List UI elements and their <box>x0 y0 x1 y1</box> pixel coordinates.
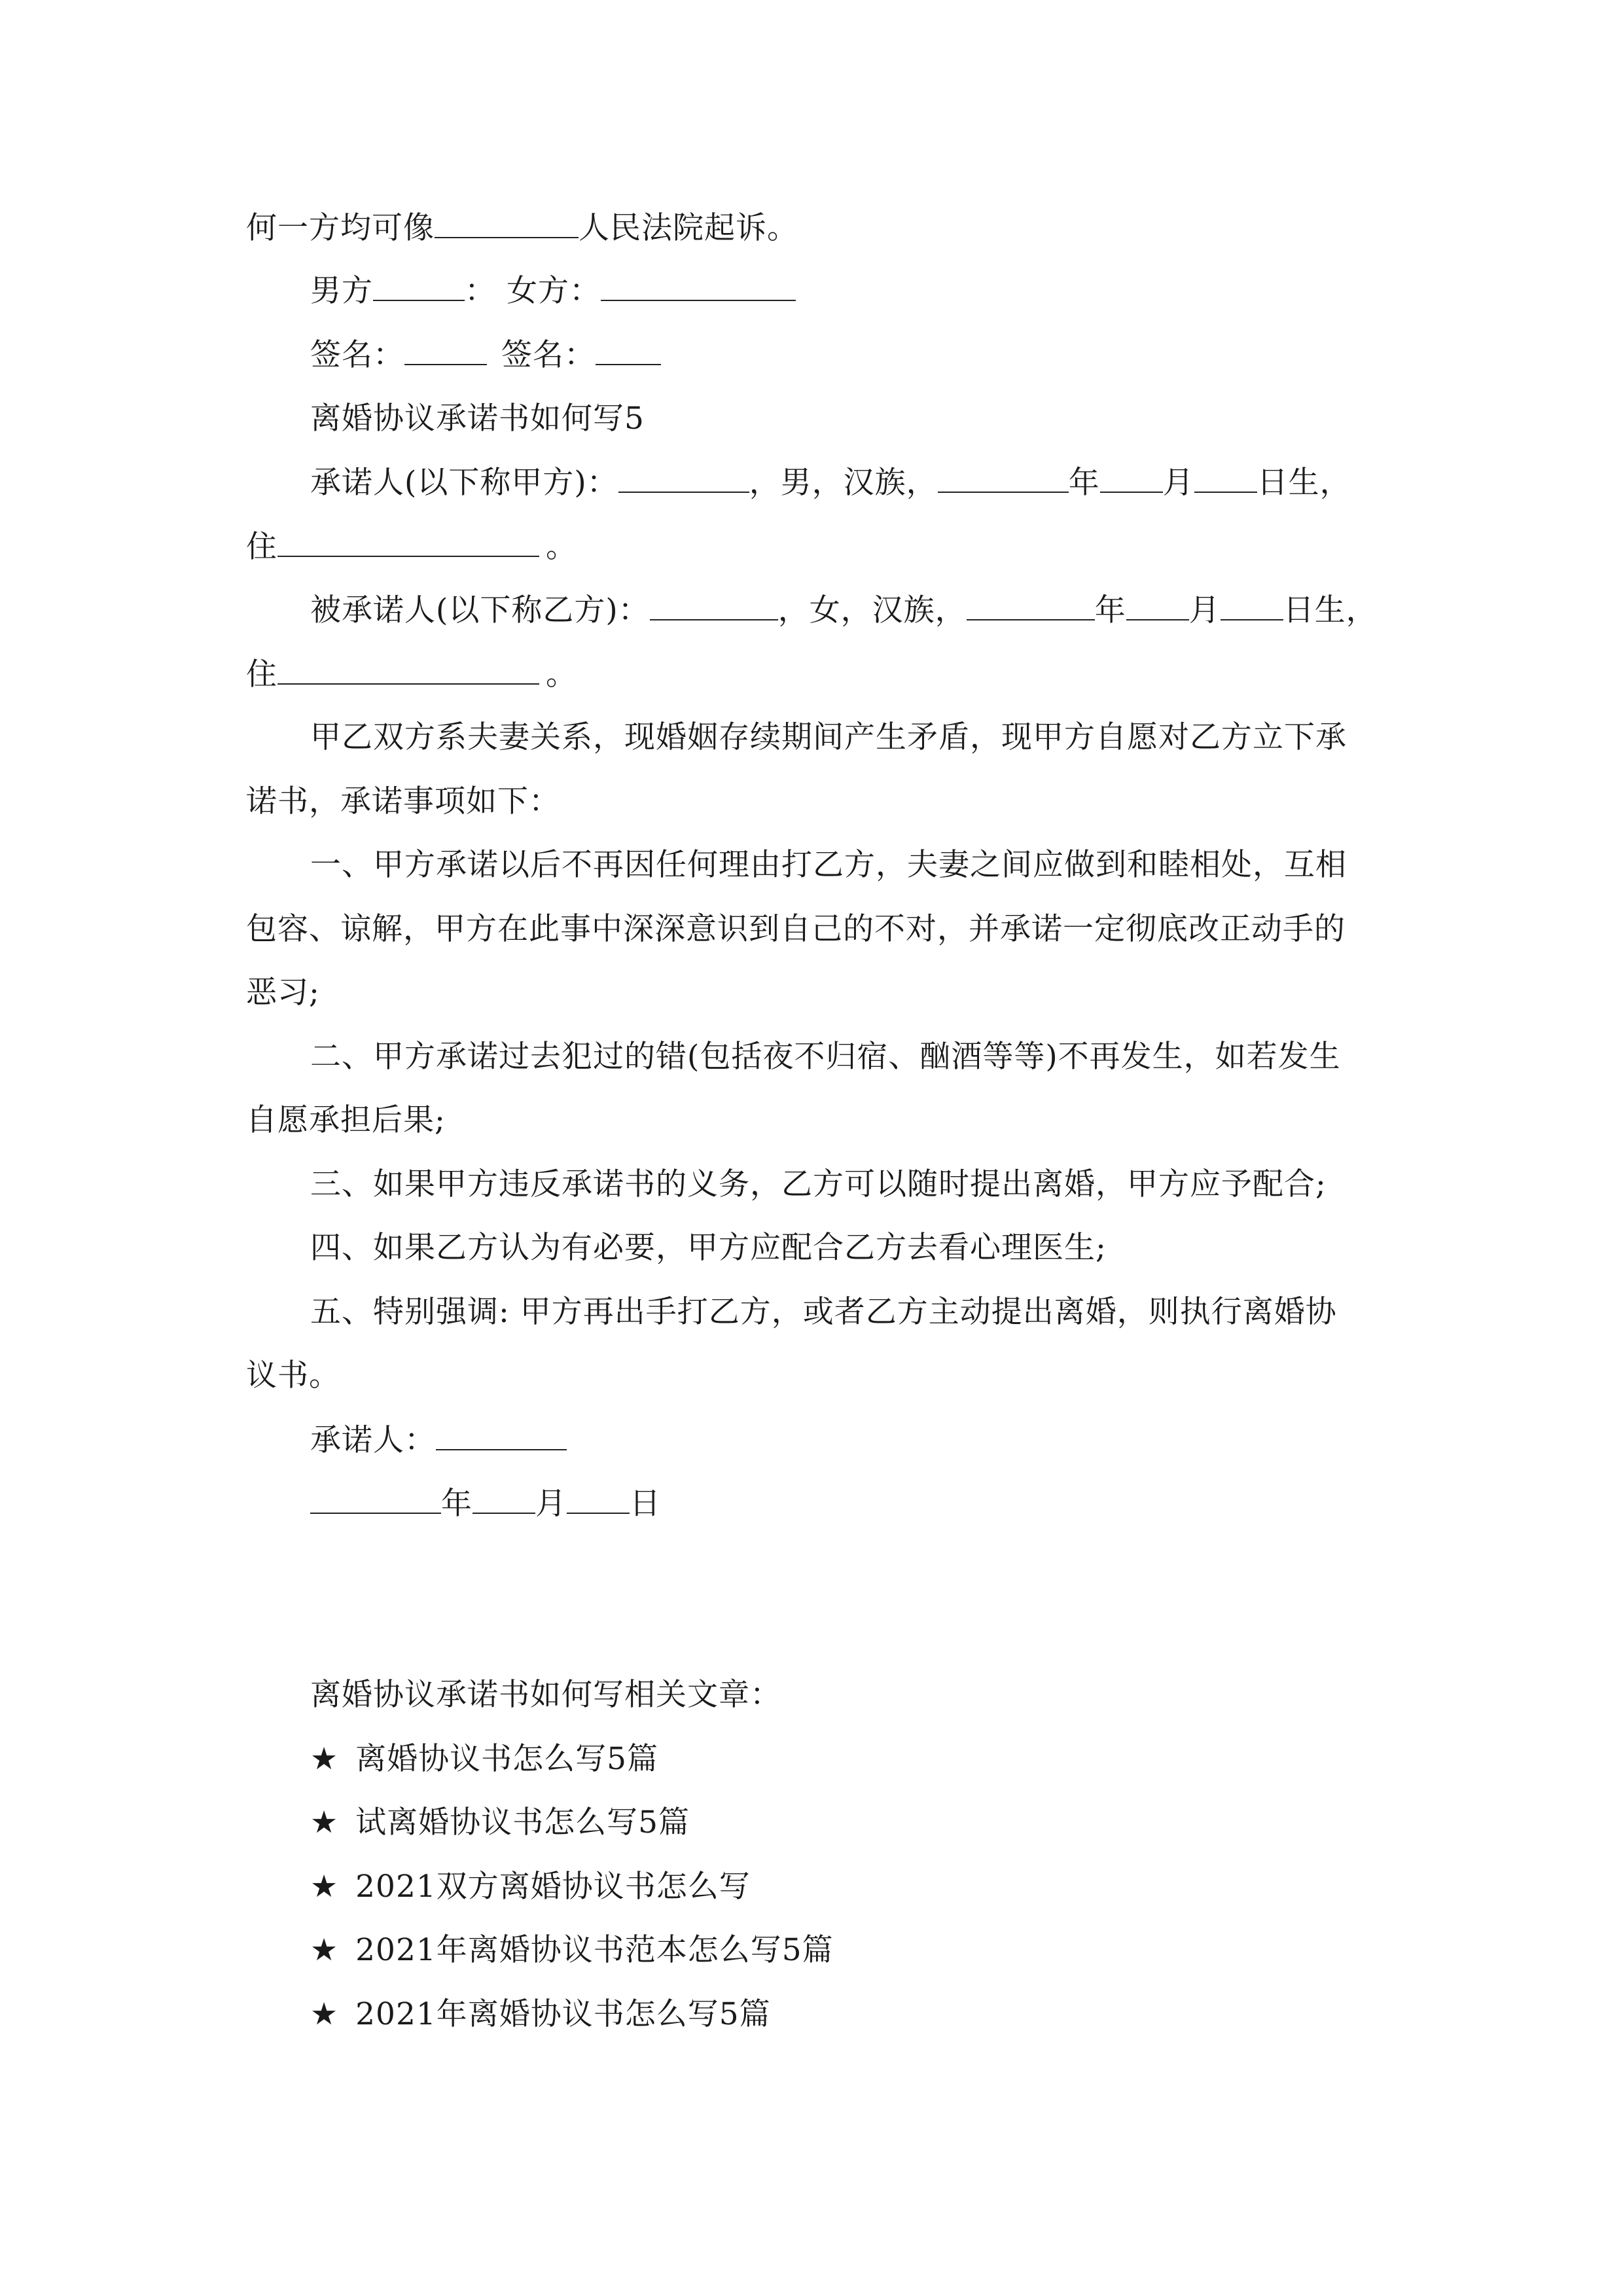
blank-promisor-address <box>277 527 539 557</box>
clause-1-line-2: 包容、谅解，甲方在此事中深深意识到自己的不对，并承诺一定彻底改正动手的 <box>246 911 1346 947</box>
blank-promisor-sign <box>436 1420 567 1450</box>
star-icon: ★ <box>310 1996 339 2032</box>
paragraph-intro-line-1: 甲乙双方系夫妻关系，现婚姻存续期间产生矛盾，现甲方自愿对乙方立下承 <box>310 719 1347 755</box>
clause-5-line-1: 五、特别强调: 甲方再出手打乙方，或者乙方主动提出离婚，则执行离婚协 <box>310 1294 1337 1330</box>
blank-signature-male <box>404 335 487 365</box>
related-article-link[interactable]: ★ 2021年离婚协议书怎么写5篇 <box>310 1996 771 2032</box>
text-line-promisee-address: 住 。 <box>246 655 577 694</box>
clause-4: 四、如果乙方认为有必要，甲方应配合乙方去看心理医生; <box>310 1230 1107 1266</box>
star-icon: ★ <box>310 1932 339 1968</box>
paragraph-intro-line-2: 诺书，承诺事项如下： <box>246 783 560 819</box>
star-icon: ★ <box>310 1741 339 1777</box>
related-article-link[interactable]: ★ 2021年离婚协议书范本怎么写5篇 <box>310 1932 834 1968</box>
text-line-promisor-sign: 承诺人： <box>310 1420 567 1460</box>
blank-male <box>373 271 465 301</box>
blank-date-year <box>310 1484 441 1514</box>
clause-1-line-3: 恶习; <box>246 975 320 1011</box>
blank-signature-female <box>596 335 661 365</box>
clause-2-line-2: 自愿承担后果; <box>246 1102 446 1138</box>
related-article-link[interactable]: ★ 2021双方离婚协议书怎么写 <box>310 1869 751 1905</box>
blank-promisee-address <box>277 655 539 685</box>
blank-female <box>601 271 796 301</box>
blank-promisor-month <box>1100 463 1163 493</box>
text-line-promisor-address: 住 。 <box>246 527 577 567</box>
star-icon: ★ <box>310 1804 339 1840</box>
text-line-signatures: 签名： 签名： <box>310 335 661 375</box>
blank-promisor-name <box>618 463 749 493</box>
text-line-promisee: 被承诺人(以下称乙方)： ，女，汉族， 年 月 日生， <box>310 590 1378 630</box>
blank-promisor-year <box>938 463 1069 493</box>
clause-3: 三、如果甲方违反承诺书的义务，乙方可以随时提出离婚，甲方应予配合; <box>310 1166 1327 1202</box>
text-line-promisor: 承诺人(以下称甲方)： ，男，汉族， 年 月 日生， <box>310 463 1351 503</box>
section-heading: 离婚协议承诺书如何写5 <box>310 401 645 437</box>
clause-1-line-1: 一、甲方承诺以后不再因任何理由打乙方，夫妻之间应做到和睦相处，互相 <box>310 847 1347 883</box>
text-line-court: 何一方均可像 人民法院起诉。 <box>246 208 798 248</box>
blank-promisee-year <box>967 590 1095 620</box>
related-article-link[interactable]: ★ 试离婚协议书怎么写5篇 <box>310 1804 690 1840</box>
related-articles-title: 离婚协议承诺书如何写相关文章： <box>310 1677 781 1713</box>
blank-promisee-name <box>650 590 778 620</box>
blank-promisee-day <box>1221 590 1283 620</box>
text-line-date: 年 月 日 <box>310 1484 661 1524</box>
clause-5-line-2: 议书。 <box>246 1357 340 1393</box>
blank-court <box>435 208 579 238</box>
star-icon: ★ <box>310 1869 339 1905</box>
related-article-link[interactable]: ★ 离婚协议书怎么写5篇 <box>310 1741 659 1777</box>
text-line-parties: 男方 ： 女方： <box>310 271 796 311</box>
blank-promisor-day <box>1194 463 1257 493</box>
blank-date-month <box>473 1484 535 1514</box>
blank-date-day <box>567 1484 630 1514</box>
clause-2-line-1: 二、甲方承诺过去犯过的错(包括夜不归宿、酗酒等等)不再发生，如若发生 <box>310 1039 1341 1075</box>
blank-promisee-month <box>1126 590 1189 620</box>
